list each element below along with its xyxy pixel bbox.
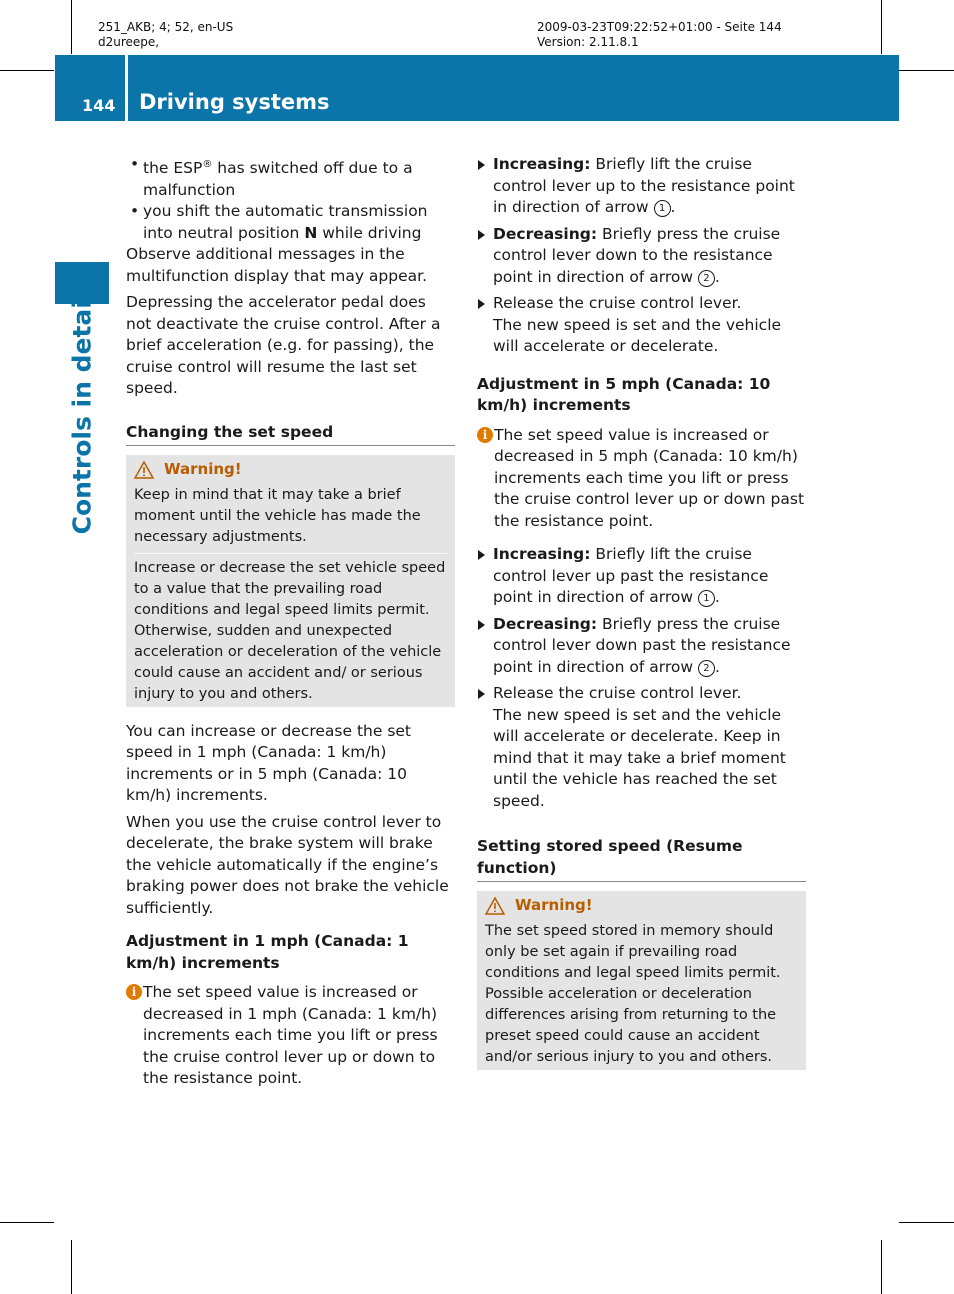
instruction-step: Decreasing: Briefly press the cruise control lever down to the resistance point in direction of arrow 2 . [477,224,806,289]
step-arrow-icon [478,299,485,309]
meta-line: Version: 2.11.8.1 [537,35,639,49]
crop-mark [899,1222,954,1223]
paragraph: When you use the cruise control lever to decelerate, the brake system will brake the vehicle automatically if the engine’s braking power does not brake the vehicle sufficiently. [126,812,449,917]
crop-mark [881,1240,882,1294]
step-arrow-icon [478,160,485,170]
step-arrow-icon [478,620,485,630]
warning-title: Warning! [485,895,798,917]
warning-triangle-icon [485,897,505,915]
crop-mark [881,0,882,54]
print-meta-left [98,20,233,50]
instruction-step: Increasing: Briefly lift the cruise control lever up to the resistance point in direction of arrow 1 . [477,154,806,219]
instruction-step: Release the cruise control lever. The new speed is set and the vehicle will accelerate or decelerate. Keep in mind that it may take a brief moment until the vehicle has reached the set speed. [477,683,806,812]
warning-triangle-icon [134,461,154,479]
crop-mark [0,70,54,71]
left-column [126,154,455,1102]
crop-mark [71,1240,72,1294]
instruction-step: Release the cruise control lever. The new speed is set and the vehicle will accelerate or decelerate. [477,293,806,358]
warning-title: Warning! [134,459,447,481]
info-note: i The set speed value is increased or decreased in 1 mph (Canada: 1 km/h) increments each time you lift or press the cruise control lever up or down to the resistance point. [126,982,455,1090]
warning-text: Keep in mind that it may take a brief moment until the vehicle has made the necessary adjustments. [134,486,421,545]
header-divider [125,55,128,121]
right-column [477,154,806,1070]
meta-line: 2009-03-23T09:22:52+01:00 - Seite 144 [537,20,782,34]
arrow-number-badge: 1 [654,200,671,217]
arrow-number-badge: 2 [698,270,715,287]
warning-text: Increase or decrease the set vehicle speed to a value that the prevailing road conditions and legal speed limits permit. Otherwise, sudden and unexpected acceleration or deceleration of the vehicle could cause an accident and/ or serious injury to you and others. [134,553,447,705]
section-heading: Setting stored speed (Resume function) [477,836,806,882]
step-arrow-icon [478,550,485,560]
list-item: • you shift the automatic transmission into neutral position N while driving [126,201,455,244]
paragraph: Depressing the accelerator pedal does not deactivate the cruise control. After a brief acceleration (e.g. for passing), the cruise control will resume the last set speed. [126,293,441,398]
print-meta-right [537,20,782,50]
arrow-number-badge: 1 [698,590,715,607]
subheading: Adjustment in 5 mph (Canada: 10 km/h) increments [477,374,771,414]
list-item: • the ESP® has switched off due to a malfunction [126,154,455,201]
meta-line: 251_AKB; 4; 52, en-US [98,20,234,34]
info-icon: i [477,427,493,443]
instruction-step: Increasing: Briefly lift the cruise control lever up past the resistance point in direction of arrow 1 . [477,544,806,609]
crop-mark [899,70,954,71]
page-number: 144 [82,96,116,115]
crop-mark [71,0,72,54]
section-title: Driving systems [139,90,330,114]
warning-box [126,455,455,707]
meta-line: d2ureepe, [98,35,160,49]
info-note: i The set speed value is increased or decreased in 5 mph (Canada: 10 km/h) increments each time you lift or press the cruise control lever up or down past the resistance point. [477,425,806,533]
paragraph: You can increase or decrease the set speed in 1 mph (Canada: 1 km/h) increments or in 5 mph (Canada: 10 km/h) increments. [126,721,412,805]
warning-box [477,891,806,1070]
info-icon: i [126,984,142,1000]
section-heading: Changing the set speed [126,422,455,447]
warning-text: The set speed stored in memory should only be set again if prevailing road conditions and legal speed limits permit. Possible acceleration or deceleration differences arising from returning to the preset speed could cause an accident and/or serious injury to you and others. [485,922,781,1065]
paragraph: Observe additional messages in the multifunction display that may appear. [126,245,428,285]
arrow-number-badge: 2 [698,660,715,677]
side-chapter-label: Controls in detail [67,291,97,535]
step-arrow-icon [478,230,485,240]
crop-mark [0,1222,54,1223]
step-arrow-icon [478,689,485,699]
instruction-step: Decreasing: Briefly press the cruise control lever down past the resistance point in direction of arrow 2 . [477,614,806,679]
subheading: Adjustment in 1 mph (Canada: 1 km/h) increments [126,932,409,972]
